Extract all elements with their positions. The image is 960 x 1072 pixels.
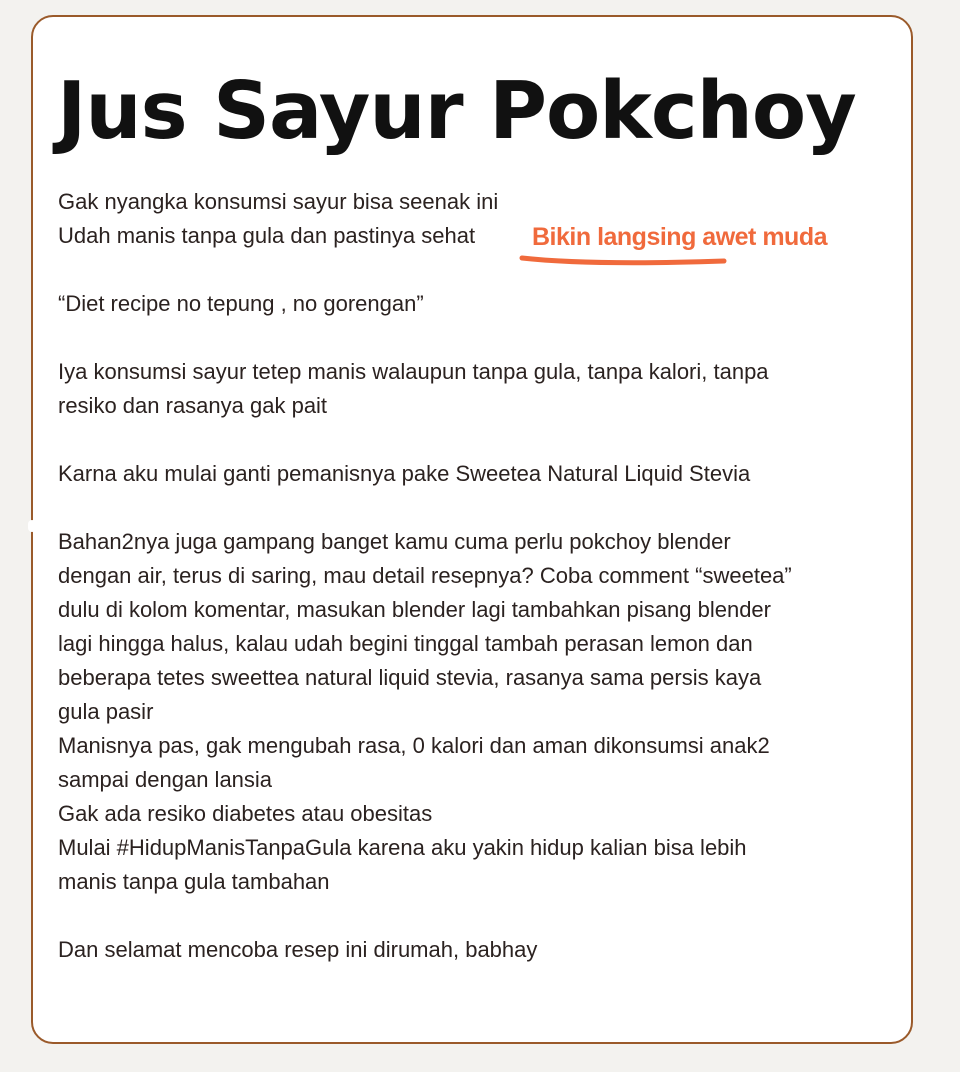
quote-line: “Diet recipe no tepung , no gorengan” [58,291,424,316]
text-line: dengan air, terus di saring, mau detail resepnya? Coba comment “sweetea” [58,563,792,588]
paragraph-gap [58,491,893,525]
page-title: Jus Sayur Pokchoy [57,65,856,157]
text-line: gula pasir [58,699,154,724]
paragraph-gap [58,321,893,355]
text-line: lagi hingga halus, kalau udah begini tinggal tambah perasan lemon dan [58,631,753,656]
text-line: beberapa tetes sweettea natural liquid stevia, rasanya sama persis kaya [58,665,762,690]
text-line: Gak nyangka konsumsi sayur bisa seenak ini [58,189,499,214]
text-line: Karna aku mulai ganti pemanisnya pake Sweetea Natural Liquid Stevia [58,461,751,486]
paragraph-gap [58,253,893,287]
text-line: Gak ada resiko diabetes atau obesitas [58,801,433,826]
text-line: resiko dan rasanya gak pait [58,393,328,418]
paragraph-gap [58,423,893,457]
hashtag-line: Mulai #HidupManisTanpaGula karena aku yakin hidup kalian bisa lebih [58,835,747,860]
edge-dot [28,520,36,532]
paragraph-gap [58,899,893,933]
text-line: sampai dengan lansia [58,767,273,792]
text-line: manis tanpa gula tambahan [58,869,330,894]
text-line: dulu di kolom komentar, masukan blender lagi tambahkan pisang blender [58,597,771,622]
text-line: Manisnya pas, gak mengubah rasa, 0 kalori dan aman dikonsumsi anak2 [58,733,770,758]
post-body [58,185,893,967]
text-line: Iya konsumsi sayur tetep manis walaupun tanpa gula, tanpa kalori, tanpa [58,359,769,384]
highlight-callout: Bikin langsing awet muda [532,223,827,251]
text-line: Dan selamat mencoba resep ini dirumah, babhay [58,937,538,962]
text-line: Udah manis tanpa gula dan pastinya sehat [58,223,476,248]
text-line: Bahan2nya juga gampang banget kamu cuma perlu pokchoy blender [58,529,731,554]
highlight-underline [518,250,730,268]
